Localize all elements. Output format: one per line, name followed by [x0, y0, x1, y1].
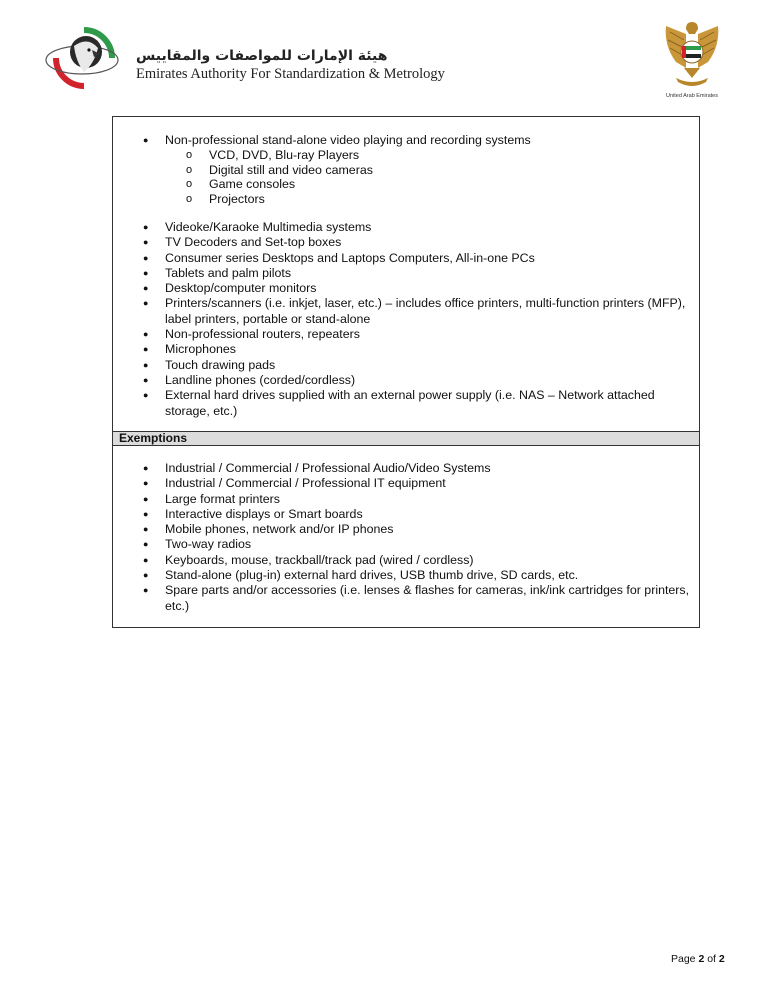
- bullet-icon: ●: [143, 570, 149, 581]
- list-item-text: Industrial / Commercial / Professional IT equipment: [165, 476, 446, 491]
- page-of: of: [704, 953, 719, 965]
- uae-falcon-emblem-icon: [662, 16, 722, 90]
- uae-emblem: [662, 16, 722, 90]
- list-item-text: Non-professional routers, repeaters: [165, 327, 360, 342]
- bullet-icon: ●: [143, 508, 149, 519]
- list-item: [113, 358, 699, 373]
- bullet-icon: ●: [143, 539, 149, 550]
- list-item-text: Spare parts and/or accessories (i.e. lenses & flashes for cameras, ink/ink cartridges for printers, etc.): [165, 583, 690, 613]
- list-item: [113, 583, 699, 614]
- bullet-icon: ●: [143, 252, 149, 263]
- bullet-icon: ●: [143, 222, 149, 232]
- bullet-icon: ●: [143, 283, 149, 294]
- bullet-icon: ●: [143, 463, 149, 473]
- page-number: [671, 953, 725, 965]
- bullet-icon: ●: [143, 298, 149, 309]
- authority-name-arabic: هيئة الإمارات للمواصفات والمقاييس: [136, 48, 388, 64]
- list-item: [113, 388, 699, 419]
- list-item: [113, 492, 699, 507]
- bullet-icon: ●: [143, 524, 149, 535]
- exemptions-header: Exemptions: [113, 431, 699, 446]
- list-item: [113, 568, 699, 583]
- list-item: [113, 553, 699, 568]
- list-item-text: Printers/scanners (i.e. inkjet, laser, etc.) – includes office printers, multi-function printers (MFP), label printers, portable or stand-alone: [165, 296, 686, 326]
- page-total: 2: [718, 953, 725, 965]
- list-item: [113, 461, 699, 476]
- list-item-text: Industrial / Commercial / Professional Audio/Video Systems: [165, 461, 491, 475]
- list-item: [113, 342, 699, 357]
- bullet-icon: ●: [143, 493, 149, 504]
- list-item: [113, 133, 699, 148]
- list-item-text: External hard drives supplied with an external power supply (i.e. NAS – Network attached storage, etc.): [165, 388, 655, 418]
- bullet-icon: ●: [143, 390, 149, 401]
- list-item-text: Videoke/Karaoke Multimedia systems: [165, 220, 372, 234]
- list-item-text: Mobile phones, network and/or IP phones: [165, 522, 394, 537]
- sub-list-item-text: Digital still and video cameras: [209, 162, 373, 177]
- sub-list-item-text: Game consoles: [209, 177, 296, 192]
- circle-bullet-icon: o: [186, 178, 193, 191]
- circle-bullet-icon: o: [186, 149, 193, 161]
- list-item-text: Landline phones (corded/cordless): [165, 372, 356, 387]
- list-item: [113, 220, 699, 235]
- circle-bullet-icon: o: [186, 192, 193, 205]
- list-item-text: Non-professional stand-alone video playing and recording systems: [165, 133, 531, 147]
- list-item: [113, 281, 699, 296]
- sub-list-item: [165, 192, 685, 207]
- bullet-icon: ●: [143, 344, 149, 355]
- list-item-text: Consumer series Desktops and Laptops Computers, All-in-one PCs: [165, 250, 535, 265]
- circle-bullet-icon: o: [186, 163, 193, 176]
- scope-list: [113, 133, 699, 148]
- scope-list-continued: [113, 220, 699, 419]
- page-prefix: Page: [671, 953, 699, 965]
- sub-list-item: [165, 163, 685, 178]
- list-item-text: Two-way radios: [165, 537, 252, 552]
- bullet-icon: ●: [143, 267, 149, 278]
- list-item-text: Desktop/computer monitors: [165, 281, 317, 296]
- list-item: [113, 251, 699, 266]
- list-item-text: Microphones: [165, 342, 236, 357]
- sub-list-item-text: Projectors: [209, 191, 265, 206]
- bullet-icon: ●: [143, 359, 149, 370]
- scope-section: [113, 117, 699, 431]
- list-item-text: Tablets and palm pilots: [165, 265, 292, 280]
- exemptions-list: [113, 461, 699, 614]
- list-item-text: Stand-alone (plug-in) external hard drives, USB thumb drive, SD cards, etc.: [165, 568, 579, 583]
- list-item-text: Interactive displays or Smart boards: [165, 506, 363, 521]
- authority-name-english: Emirates Authority For Standardization & Metrology: [136, 66, 445, 82]
- list-item: [113, 522, 699, 537]
- falcon-logo-icon: [44, 26, 120, 90]
- exemptions-section: [113, 446, 699, 629]
- bullet-icon: ●: [143, 478, 149, 489]
- content-table: [112, 116, 700, 628]
- scope-sublist: [165, 148, 685, 206]
- list-item-text: TV Decoders and Set-top boxes: [165, 235, 342, 250]
- sub-list-item-text: VCD, DVD, Blu-ray Players: [209, 148, 360, 162]
- bullet-icon: ●: [143, 329, 149, 340]
- bullet-icon: ●: [143, 374, 149, 385]
- list-item: [113, 373, 699, 388]
- bullet-icon: ●: [143, 135, 149, 145]
- list-item: [113, 266, 699, 281]
- list-item: [113, 296, 699, 327]
- sub-list-item: [165, 148, 685, 163]
- page-current: 2: [698, 953, 705, 965]
- list-item: [113, 476, 699, 491]
- list-item-text: Keyboards, mouse, trackball/track pad (wired / cordless): [165, 552, 474, 567]
- list-item: [113, 537, 699, 552]
- list-item: [113, 235, 699, 250]
- list-item-text: Large format printers: [165, 491, 281, 506]
- list-item: [113, 327, 699, 342]
- bullet-icon: ●: [143, 237, 149, 248]
- list-item-text: Touch drawing pads: [165, 357, 276, 372]
- bullet-icon: ●: [143, 554, 149, 565]
- emblem-caption: United Arab Emirates: [666, 93, 718, 99]
- sub-list-item: [165, 177, 685, 192]
- bullet-icon: ●: [143, 585, 149, 596]
- list-item: [113, 507, 699, 522]
- esma-logo: [44, 26, 120, 90]
